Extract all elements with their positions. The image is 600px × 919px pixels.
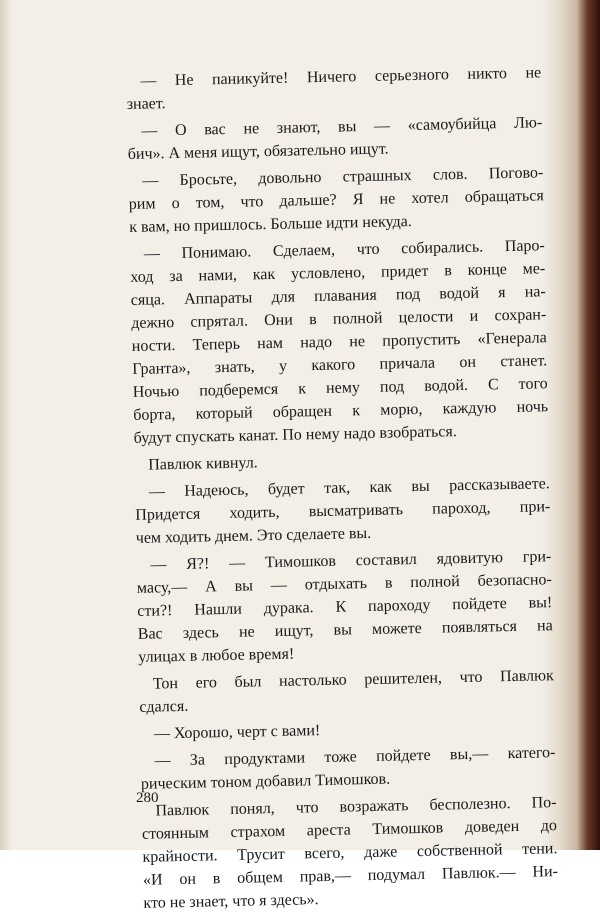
text-line: — Понимаю. Сделаем, что собирались. Паро- — [143, 237, 545, 263]
text-line: к вам, но пришлось. Больше идти некуда. — [129, 213, 412, 236]
paragraph — [139, 664, 555, 719]
text-line: крайности. Трусит всего, даже собственной тени. — [142, 840, 558, 866]
text-line: — Бросьте, довольно страшных слов. Погово- — [142, 164, 544, 190]
text-line: ход за нами, как условлено, придет в конце ме- — [130, 260, 546, 286]
paragraph — [141, 791, 558, 915]
text-line: будут спускать канат. По нему надо взобраться. — [133, 423, 457, 447]
page-number: 280 — [136, 790, 159, 806]
text-line: сти?! Нашли дурака. К пароходу пойдете вы! — [137, 594, 553, 620]
text-line: дежно спрятал. Они в полной целости и сохран- — [131, 306, 547, 332]
text-line: — Не паникуйте! Ничего серьезного никто не — [140, 64, 542, 90]
text-line: чем ходить днем. Это сделаете вы. — [135, 524, 372, 547]
text-line: — Я?! — Тимошков составил ядовитую гри- — [150, 548, 552, 574]
paragraph — [134, 445, 549, 477]
paragraph — [127, 111, 543, 166]
text-line: кто не знает, что я здесь». — [143, 891, 319, 912]
paragraph — [126, 61, 542, 116]
text-line: улицах в любое время! — [138, 645, 295, 666]
text-line: ности. Теперь нам надо не пропустить «Генерала — [131, 329, 547, 355]
text-line: «И он в общем прав,— подумал Павлюк.— Ни- — [142, 863, 559, 889]
text-line: — Хорошо, черт с вами! — [153, 722, 321, 743]
page-left-edge-shadow — [0, 0, 12, 850]
text-line: Вас здесь не ищут, вы можете появляться на — [137, 617, 553, 643]
text-line: борта, который обращен к морю, каждую ночь — [133, 398, 549, 424]
text-line: Гранта», знать, у какого причала он станет. — [132, 352, 548, 378]
text-line: сяца. Аппараты для плавания под водой я на- — [130, 283, 546, 309]
paragraph — [135, 472, 551, 550]
paragraph — [130, 234, 549, 450]
paragraph — [136, 545, 553, 669]
text-line: масу,— А вы — отдыхать в полной безопасно- — [136, 571, 552, 597]
text-line: — За продуктами тоже пойдете вы,— катего- — [154, 744, 556, 770]
text-line: рим о том, что дальше? Я не хотел обращаться — [128, 187, 544, 213]
text-line: стоянным страхом ареста Тимошков доведен до — [141, 817, 558, 843]
text-line: Ночью подберемся к нему под водой. С того — [132, 375, 548, 401]
text-line: Тон его был настолько решителен, что Павлюк — [152, 667, 554, 693]
text-line: Павлюк кивнул. — [148, 454, 258, 474]
text-line: Придется ходить, высматривать пароход, при- — [135, 498, 551, 524]
text-line: Павлюк понял, что возражать бесполезно. По- — [155, 794, 557, 820]
page-body-text — [126, 61, 559, 919]
text-line: сдался. — [139, 697, 189, 716]
paragraph — [140, 714, 555, 746]
paragraph — [128, 161, 544, 239]
text-line: — Надеюсь, будет так, как вы рассказываете. — [148, 475, 550, 501]
text-line: бич». А меня ищут, обязательно ищут. — [127, 140, 389, 163]
paragraph — [140, 741, 556, 796]
text-line: — О вас не знают, вы — «самоубийца Лю- — [141, 114, 543, 140]
text-line: рическим тоном добавил Тимошков. — [140, 770, 391, 793]
text-line: знает. — [126, 95, 166, 113]
